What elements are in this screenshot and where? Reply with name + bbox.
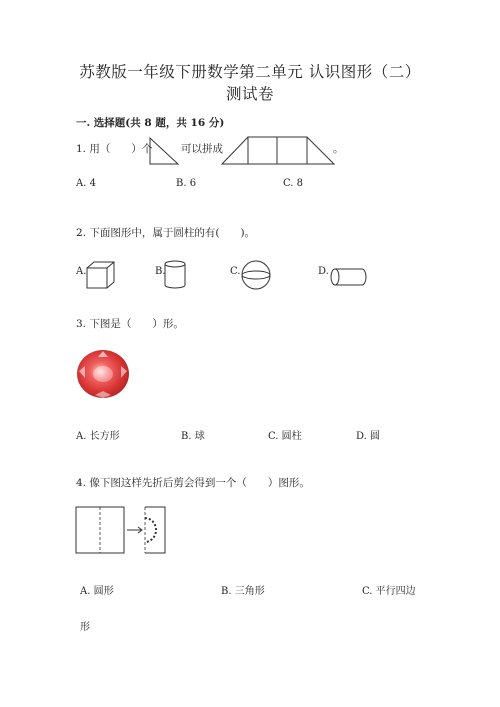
option-a[interactable]: A. 圆形 <box>80 586 114 597</box>
sphere-icon <box>241 260 273 292</box>
option-a[interactable]: A. 长方形 <box>76 431 120 442</box>
lying-cylinder-icon <box>330 268 368 288</box>
section-heading: 一. 选择题(共 8 题，共 16 分) <box>76 117 225 129</box>
question-3-text: 3. 下图是（ ）形。 <box>76 318 184 330</box>
trapezoid-figure <box>221 136 335 166</box>
option-b-label[interactable]: B. <box>155 266 166 277</box>
option-b[interactable]: B. 球 <box>181 431 205 442</box>
option-b[interactable]: B. 三角形 <box>221 586 265 597</box>
option-c[interactable]: C. 圆柱 <box>268 431 302 442</box>
question-4-text: 4. 像下图这样先折后剪会得到一个（ ）图形。 <box>76 477 310 489</box>
fold-cut-diagram <box>75 506 171 556</box>
cube-icon <box>86 261 116 289</box>
option-a[interactable]: A. 4 <box>76 178 96 189</box>
page-title-line2: 测试卷 <box>225 85 274 103</box>
question-2-text: 2. 下面图形中，属于圆柱的有( )。 <box>76 227 256 239</box>
option-c[interactable]: C. 平行四边 <box>362 586 416 597</box>
question-1-text: 1. 用（ ）个 <box>76 143 153 155</box>
red-ball-image <box>75 347 131 399</box>
page-title: 苏教版一年级下册数学第二单元 认识图形（二） <box>79 63 421 81</box>
question-1-period: 。 <box>333 143 344 155</box>
option-a-label[interactable]: A. <box>76 266 87 277</box>
option-b[interactable]: B. 6 <box>176 178 197 189</box>
option-c[interactable]: C. 8 <box>283 178 304 189</box>
option-c-label[interactable]: C. <box>230 266 241 277</box>
cylinder-icon <box>163 260 187 290</box>
option-d[interactable]: D. 圆 <box>356 431 381 442</box>
right-triangle-figure <box>149 137 179 165</box>
option-c-wrap: 形 <box>80 622 90 633</box>
question-1-text-2: 可以拼成 <box>181 143 223 155</box>
option-d-label[interactable]: D. <box>318 266 329 277</box>
